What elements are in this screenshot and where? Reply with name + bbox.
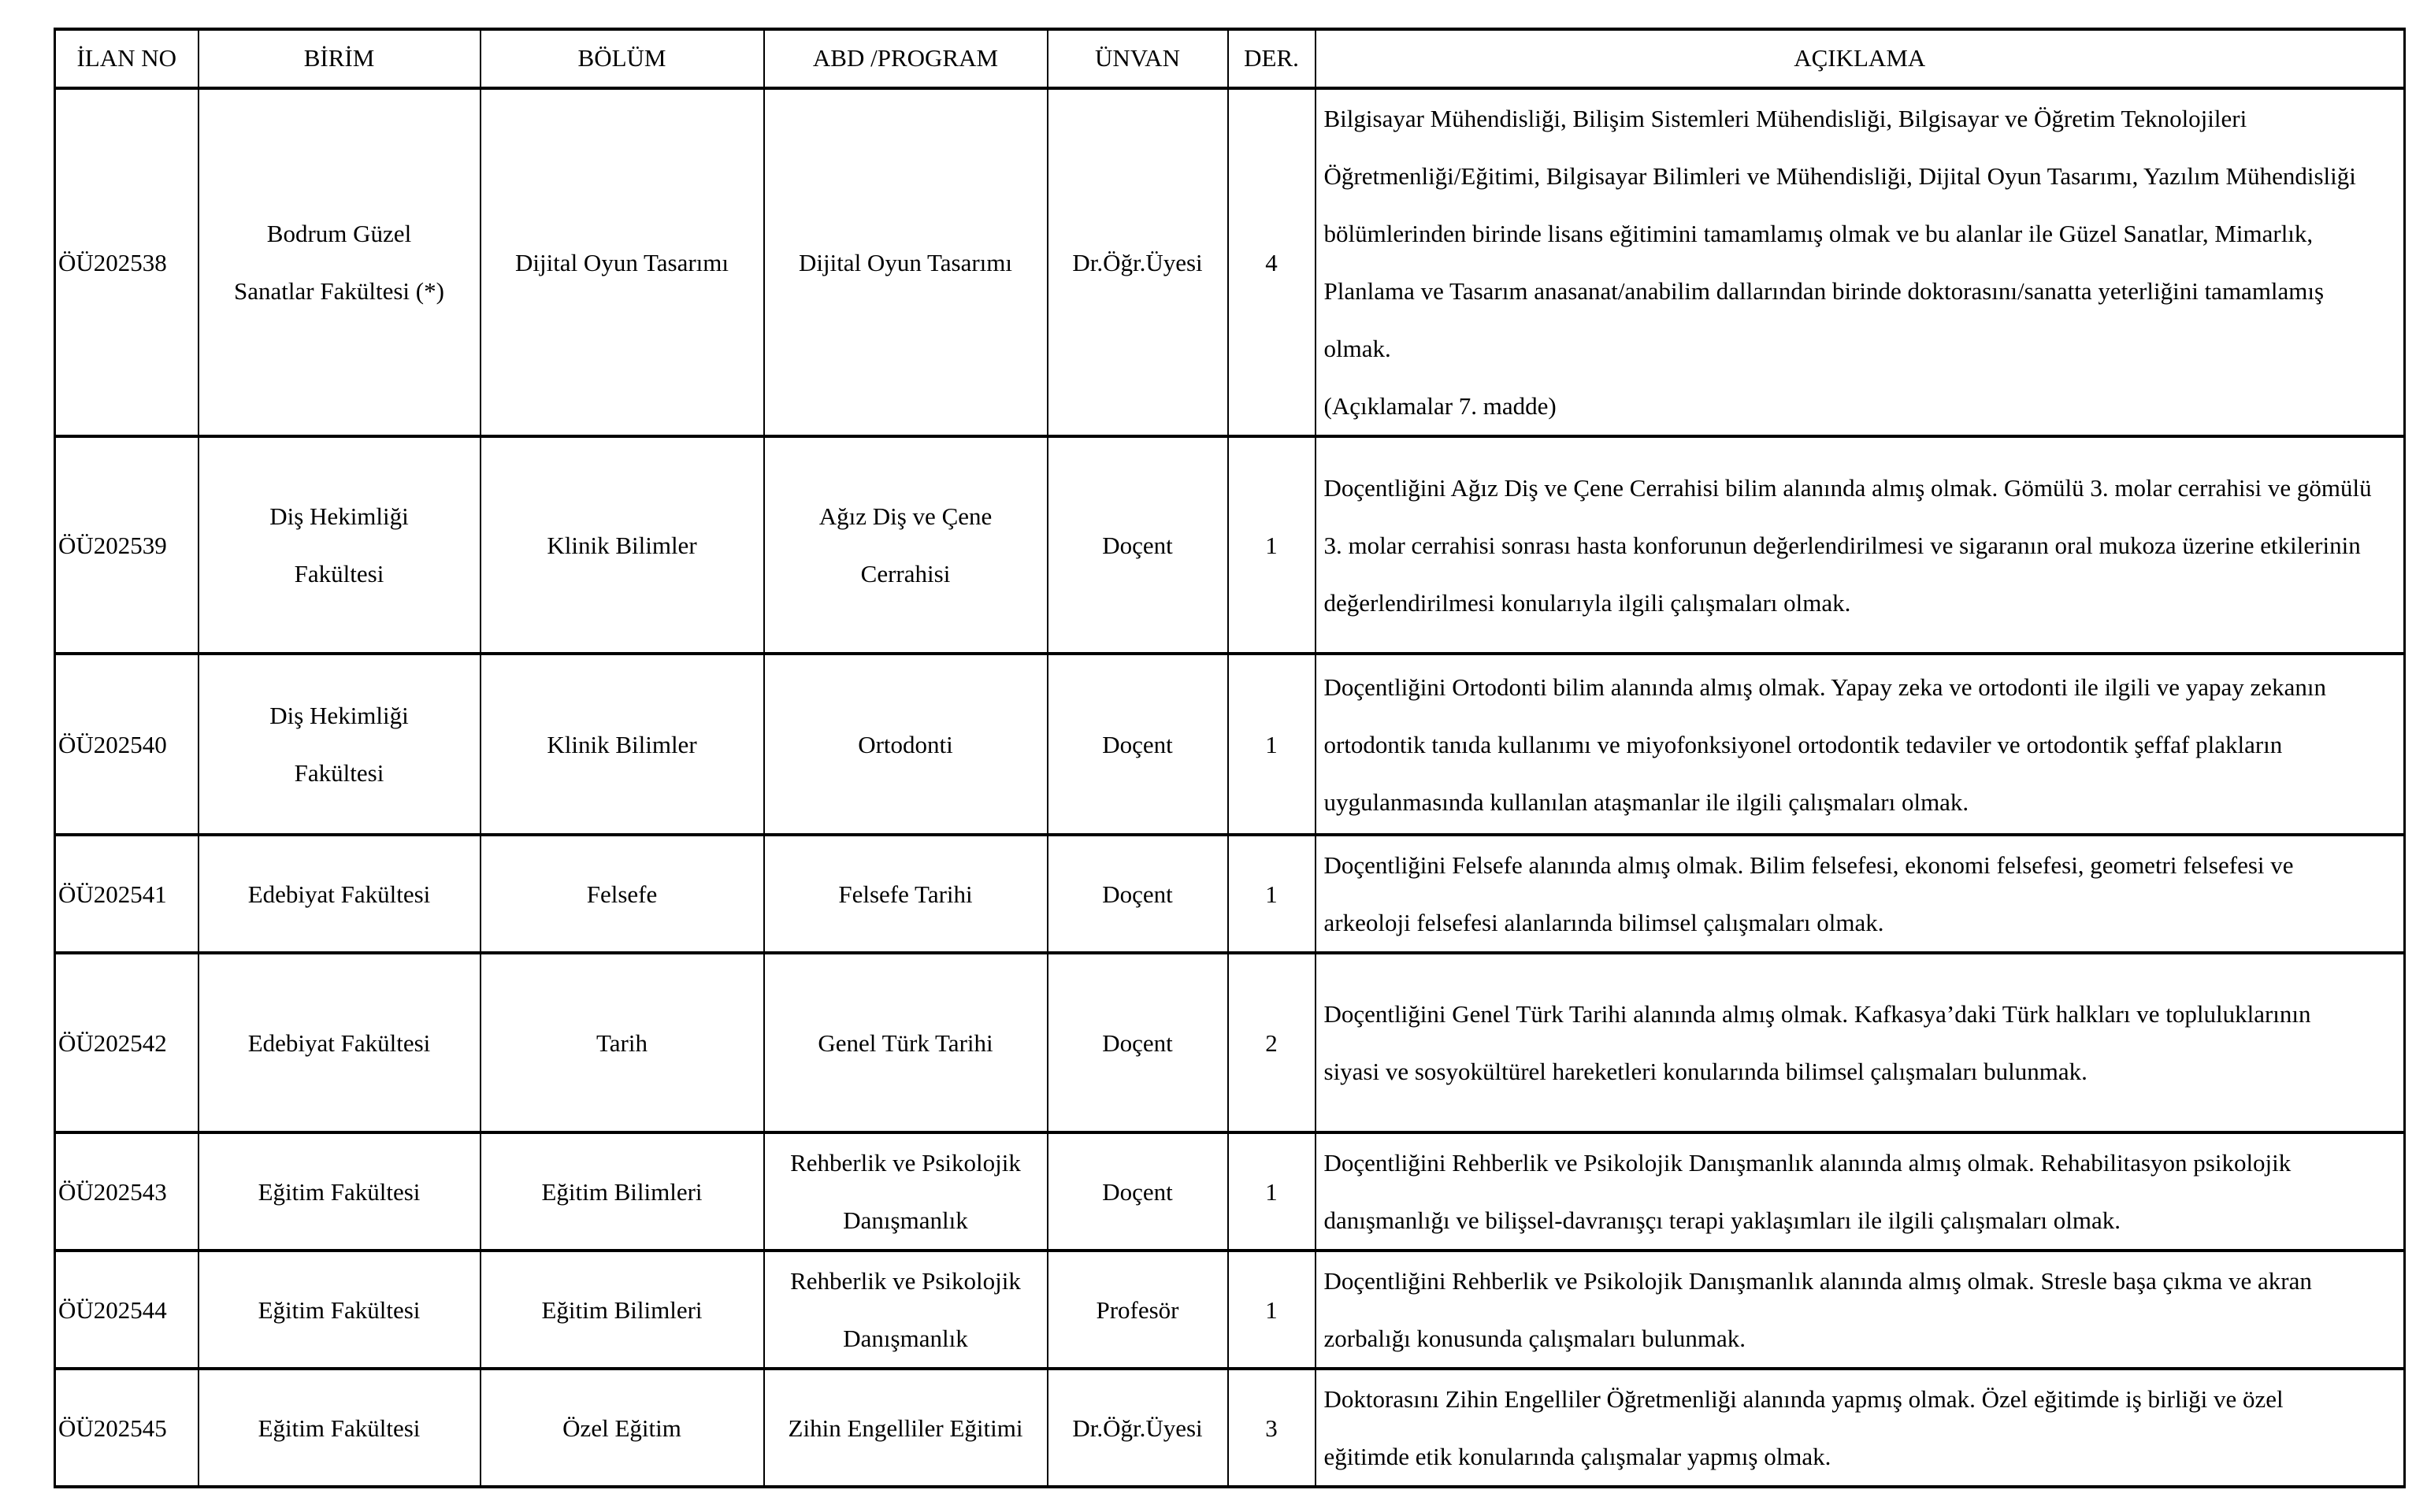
abd-program-cell: Ortodonti: [764, 654, 1048, 835]
abd-program-cell: Felsefe Tarihi: [764, 835, 1048, 953]
unvan-cell: Profesör: [1048, 1251, 1228, 1369]
header-der: DER.: [1228, 29, 1316, 88]
der-cell: 4: [1228, 88, 1316, 436]
bolum-cell: Klinik Bilimler: [481, 436, 764, 654]
birim-cell: Bodrum Güzel Sanatlar Fakültesi (*): [199, 88, 481, 436]
der-cell: 3: [1228, 1369, 1316, 1487]
unvan-cell: Dr.Öğr.Üyesi: [1048, 88, 1228, 436]
ilan-no-cell: ÖÜ202542: [55, 953, 199, 1132]
table-row: [55, 1369, 2405, 1487]
der-cell: 1: [1228, 835, 1316, 953]
aciklama-cell: Doçentliğini Genel Türk Tarihi alanında almış olmak. Kafkasya’daki Türk halkları ve topluluklarının siyasi ve sosyokültürel hareketleri konularında bilimsel çalışmaları bulunmak.: [1316, 953, 2405, 1132]
birim-cell: Eğitim Fakültesi: [199, 1369, 481, 1487]
aciklama-cell: Doktorasını Zihin Engelliler Öğretmenliği alanında yapmış olmak. Özel eğitimde iş birliği ve özel eğitimde etik konularında çalışmalar yapmış olmak.: [1316, 1369, 2405, 1487]
ilan-no-cell: ÖÜ202541: [55, 835, 199, 953]
bolum-cell: Klinik Bilimler: [481, 654, 764, 835]
unvan-cell: Doçent: [1048, 654, 1228, 835]
table-row: [55, 953, 2405, 1132]
der-cell: 1: [1228, 654, 1316, 835]
header-birim: BİRİM: [199, 29, 481, 88]
ilan-no-cell: ÖÜ202543: [55, 1132, 199, 1251]
ilan-no-cell: ÖÜ202538: [55, 88, 199, 436]
birim-cell: Eğitim Fakültesi: [199, 1251, 481, 1369]
abd-program-cell: Zihin Engelliler Eğitimi: [764, 1369, 1048, 1487]
aciklama-cell: Doçentliğini Rehberlik ve Psikolojik Danışmanlık alanında almış olmak. Rehabilitasyon psikolojik danışmanlığı ve bilişsel-davranışçı terapi yaklaşımları ile ilgili çalışmaları olmak.: [1316, 1132, 2405, 1251]
abd-program-cell: Genel Türk Tarihi: [764, 953, 1048, 1132]
bolum-cell: Felsefe: [481, 835, 764, 953]
unvan-cell: Dr.Öğr.Üyesi: [1048, 1369, 1228, 1487]
header-abd-program: ABD /PROGRAM: [764, 29, 1048, 88]
header-bolum: BÖLÜM: [481, 29, 764, 88]
bolum-cell: Özel Eğitim: [481, 1369, 764, 1487]
birim-cell: Diş Hekimliği Fakültesi: [199, 436, 481, 654]
table-row: [55, 1132, 2405, 1251]
header-unvan: ÜNVAN: [1048, 29, 1228, 88]
abd-program-cell: Rehberlik ve Psikolojik Danışmanlık: [764, 1251, 1048, 1369]
aciklama-cell: Doçentliğini Rehberlik ve Psikolojik Danışmanlık alanında almış olmak. Stresle başa çıkma ve akran zorbalığı konusunda çalışmaları bulunmak.: [1316, 1251, 2405, 1369]
ilan-no-cell: ÖÜ202540: [55, 654, 199, 835]
abd-program-cell: Rehberlik ve Psikolojik Danışmanlık: [764, 1132, 1048, 1251]
birim-cell: Eğitim Fakültesi: [199, 1132, 481, 1251]
der-cell: 1: [1228, 436, 1316, 654]
announcement-table-page: [54, 28, 2406, 1488]
bolum-cell: Eğitim Bilimleri: [481, 1132, 764, 1251]
abd-program-cell: Dijital Oyun Tasarımı: [764, 88, 1048, 436]
unvan-cell: Doçent: [1048, 953, 1228, 1132]
table-row: [55, 436, 2405, 654]
aciklama-cell: Doçentliğini Ağız Diş ve Çene Cerrahisi bilim alanında almış olmak. Gömülü 3. molar cerrahisi ve gömülü 3. molar cerrahisi sonrası hasta konforunun değerlendirilmesi ve sigaranın oral mukoza üzerine etkilerinin değerlendirilmesi konularıyla ilgili çalışmaları olmak.: [1316, 436, 2405, 654]
aciklama-cell: Doçentliğini Ortodonti bilim alanında almış olmak. Yapay zeka ve ortodonti ile ilgili ve yapay zekanın ortodontik tanıda kullanımı ve miyofonksiyonel ortodontik tedaviler ve ortodontik şeffaf plakların uygulanmasında kullanılan ataşmanlar ile ilgili çalışmaları olmak.: [1316, 654, 2405, 835]
aciklama-cell: Bilgisayar Mühendisliği, Bilişim Sistemleri Mühendisliği, Bilgisayar ve Öğretim Teknolojileri Öğretmenliği/Eğitimi, Bilgisayar Bilimleri ve Mühendisliği, Dijital Oyun Tasarımı, Yazılım Mühendisliği bölümlerinden birinde lisans eğitimini tamamlamış olmak ve bu alanlar ile Güzel Sanatlar, Mimarlık, Planlama ve Tasarım anasanat/anabilim dallarından birinde doktorasını/sanatta yeterliğini tamamlamış olmak. (Açıklamalar 7. madde): [1316, 88, 2405, 436]
header-aciklama: AÇIKLAMA: [1316, 29, 2405, 88]
table-row: [55, 88, 2405, 436]
ilan-no-cell: ÖÜ202544: [55, 1251, 199, 1369]
table-row: [55, 835, 2405, 953]
table-row: [55, 654, 2405, 835]
bolum-cell: Eğitim Bilimleri: [481, 1251, 764, 1369]
aciklama-cell: Doçentliğini Felsefe alanında almış olmak. Bilim felsefesi, ekonomi felsefesi, geometri felsefesi ve arkeoloji felsefesi alanlarında bilimsel çalışmaları olmak.: [1316, 835, 2405, 953]
header-ilan-no: İLAN NO: [55, 29, 199, 88]
unvan-cell: Doçent: [1048, 1132, 1228, 1251]
der-cell: 1: [1228, 1132, 1316, 1251]
ilan-no-cell: ÖÜ202539: [55, 436, 199, 654]
bolum-cell: Tarih: [481, 953, 764, 1132]
header-row: [55, 29, 2405, 88]
birim-cell: Edebiyat Fakültesi: [199, 953, 481, 1132]
unvan-cell: Doçent: [1048, 436, 1228, 654]
ilan-no-cell: ÖÜ202545: [55, 1369, 199, 1487]
birim-cell: Edebiyat Fakültesi: [199, 835, 481, 953]
abd-program-cell: Ağız Diş ve Çene Cerrahisi: [764, 436, 1048, 654]
der-cell: 2: [1228, 953, 1316, 1132]
birim-cell: Diş Hekimliği Fakültesi: [199, 654, 481, 835]
job-postings-table: [54, 28, 2406, 1488]
unvan-cell: Doçent: [1048, 835, 1228, 953]
der-cell: 1: [1228, 1251, 1316, 1369]
table-row: [55, 1251, 2405, 1369]
bolum-cell: Dijital Oyun Tasarımı: [481, 88, 764, 436]
